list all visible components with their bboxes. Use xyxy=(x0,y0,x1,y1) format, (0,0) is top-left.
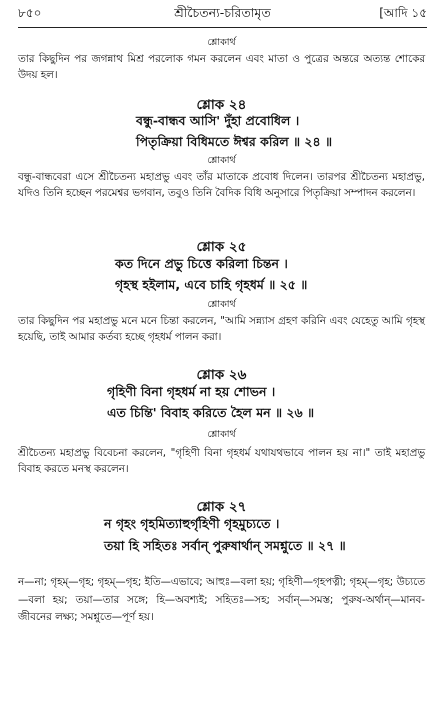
verse-25-heading: শ্লোক ২৫ xyxy=(196,239,247,255)
verse-24-translation-label: শ্লোকার্থ xyxy=(207,155,236,166)
verse-25-line-2: গৃহস্থ হইলাম, এবে চাহি গৃহধর্ম ॥ ২৫ ॥ xyxy=(115,277,308,292)
verse-24-line-1: বন্ধু-বান্ধব আসি' দুঁহা প্রবোধিল । xyxy=(136,113,300,128)
verse-24-translation: বন্ধু-বান্ধবেরা এসে শ্রীচৈতন্য মহাপ্রভু এবং তাঁর মাতাকে প্রবোধ দিলেন। তারপর শ্রীচৈতন্য মহাপ্রভু, যদিও তিনি হচ্ছেন পরমেশ্বর ভগবান, তবুও তিনি বৈদিক বিধি অনুসারে পিতৃক্রিয়া সম্পাদন করলেন। xyxy=(18,171,425,199)
translation-text: তার কিছুদিন পর জগন্নাথ মিশ্র পরলোক গমন করলেন এবং মাতা ও পুত্রের অন্তরে অত্যন্ত শোকের উদয় হল। xyxy=(18,53,425,81)
book-title: শ্রীচৈতন্য-চরিতামৃত xyxy=(174,5,271,20)
verse-27-line-1: ন গৃহং গৃহমিত্যাহুর্গৃহিণী গৃহমুচ্যতে । xyxy=(104,516,280,531)
verse-26-line-2: এত চিন্তি' বিবাহ করিতে হৈল মন ॥ ২৬ ॥ xyxy=(107,405,315,420)
verse-26-heading: শ্লোক ২৬ xyxy=(196,367,247,383)
verse-25-translation-label: শ্লোকার্থ xyxy=(207,299,236,310)
verse-25-line-1: কত দিনে প্রভু চিত্তে করিলা চিন্তন । xyxy=(115,256,288,271)
verse-26-translation: শ্রীচৈতন্য মহাপ্রভু বিবেচনা করলেন, "গৃহিণী বিনা গৃহধর্ম যথাযথভাবে পালন হয় না।" তাই মহাপ্রভু বিবাহ করতে মনস্থ করলেন। xyxy=(18,447,425,475)
verse-24-heading: শ্লোক ২৪ xyxy=(196,97,247,113)
page-header xyxy=(18,4,427,26)
verse-24-line-2: পিতৃক্রিয়া বিধিমতে ঈশ্বর করিল ॥ ২৪ ॥ xyxy=(136,134,333,149)
page-number: ৮৫০ xyxy=(18,6,42,20)
verse-26-translation-label: শ্লোকার্থ xyxy=(207,429,236,440)
verse-25-translation: তার কিছুদিন পর মহাপ্রভু মনে মনে চিন্তা করলেন, "আমি সন্ন্যাস গ্রহণ করিনি এবং যেহেতু আমি গৃহস্থ হয়েছি, তাই আমার কর্তব্য হচ্ছে গৃহধর্ম পালন করা। xyxy=(18,315,425,343)
translation-label: শ্লোকার্থ xyxy=(207,37,236,48)
verse-26-line-1: গৃহিণী বিনা গৃহধর্ম না হয় শোভন । xyxy=(107,384,276,399)
header-rule xyxy=(18,27,427,28)
chapter-reference: [আদি ১৫ xyxy=(379,6,427,20)
verse-27-line-2: তয়া হি সহিতঃ সর্বান্ পুরুষার্থান্ সমশ্নুতে ॥ ২৭ ॥ xyxy=(104,538,346,553)
verse-27-word-meanings: ন—না; গৃহম্—গৃহ; গৃহম্—গৃহ; ইতি—এভাবে; আহুঃ—বলা হয়; গৃহিণী—গৃহপত্নী; গৃহম্—গৃহ; উচ্যতে—বলা হয়; তয়া—তার সঙ্গে; হি—অবশ্যই; সহিতঃ—সহ; সর্বান্—সমস্ত; পুরুষ-অর্থান্—মানব-জীবনের লক্ষ্য; সমশ্নুতে—পূর্ণ হয়। xyxy=(18,576,425,623)
verse-27-heading: শ্লোক ২৭ xyxy=(196,499,247,515)
